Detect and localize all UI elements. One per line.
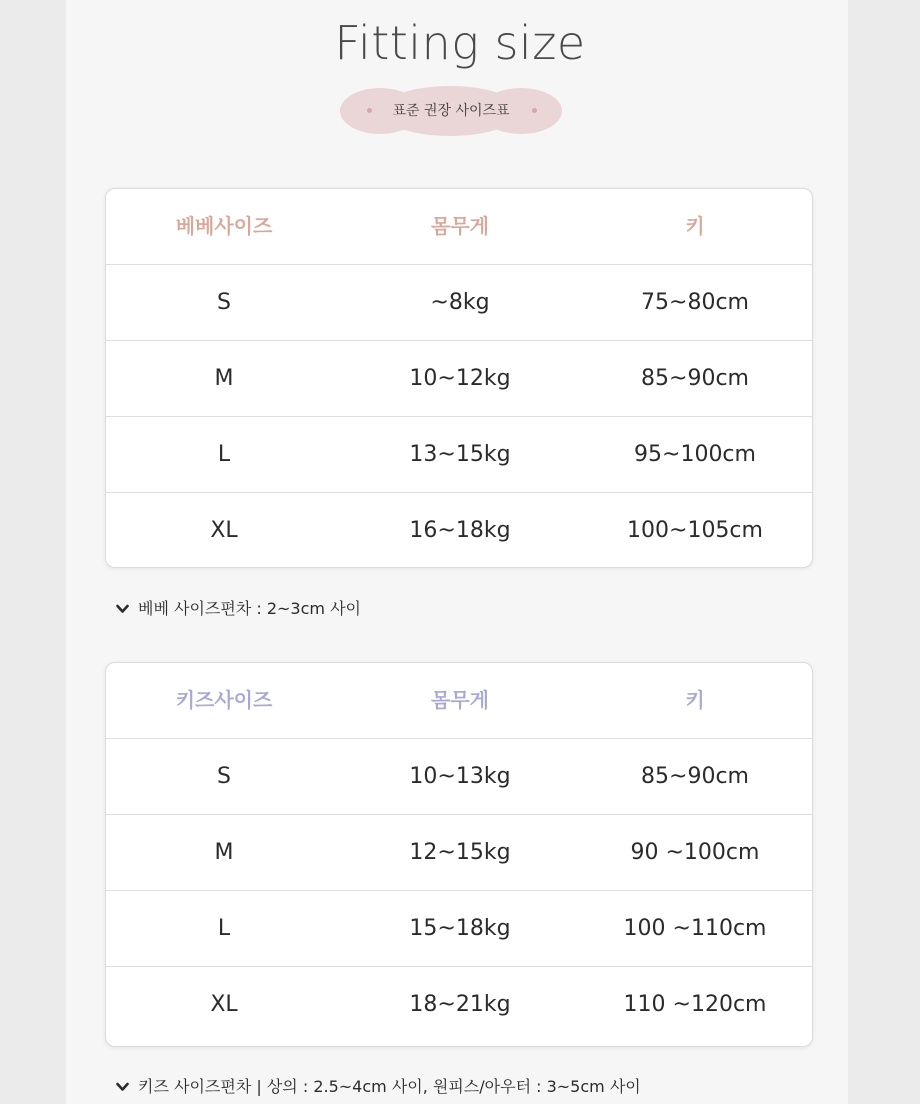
table-row (106, 891, 812, 967)
header-size: 키즈사이즈 (175, 688, 273, 712)
height-cell: 90 ~100cm (630, 840, 760, 865)
note-text: 키즈 사이즈편차 | 상의 : 2.5~4cm 사이, 원피스/아우터 : 3~5cm 사이 (138, 1077, 641, 1096)
weight-cell: 12~15kg (409, 840, 511, 865)
size-cell: XL (210, 518, 238, 543)
chevron-down-icon (116, 1081, 130, 1096)
weight-cell: 18~21kg (409, 992, 511, 1017)
height-cell: 100~105cm (627, 518, 763, 543)
table-header-row (106, 663, 812, 739)
height-cell: 75~80cm (641, 290, 749, 315)
weight-cell: 13~15kg (409, 442, 511, 467)
size-cell: M (214, 366, 234, 391)
note-text: 베베 사이즈편차 : 2~3cm 사이 (138, 599, 361, 618)
weight-cell: ~8kg (430, 290, 490, 315)
weight-cell: 10~13kg (409, 764, 511, 789)
header-size: 베베사이즈 (175, 214, 273, 238)
table-row (106, 265, 812, 341)
header-weight: 몸무게 (431, 688, 489, 712)
subtitle-text: 표준 권장 사이즈표 (392, 103, 510, 119)
header-height: 키 (685, 214, 705, 238)
table-header-row (106, 189, 812, 265)
table-row (106, 417, 812, 493)
kids-size-table (105, 662, 813, 1047)
size-cell: L (217, 442, 231, 467)
height-cell: 85~90cm (641, 366, 749, 391)
table-row (106, 967, 812, 1042)
bebe-size-table (105, 188, 813, 568)
size-cell: S (217, 764, 231, 789)
chevron-down-icon (116, 603, 130, 618)
size-cell: M (214, 840, 234, 865)
bebe-size-note (116, 596, 361, 619)
size-cell: L (217, 916, 231, 941)
header-weight: 몸무게 (431, 214, 489, 238)
size-cell: XL (210, 992, 238, 1017)
weight-cell: 15~18kg (409, 916, 511, 941)
header-height: 키 (685, 688, 705, 712)
page-title: Fitting size (334, 16, 586, 70)
size-cell: S (217, 290, 231, 315)
table-row (106, 815, 812, 891)
height-cell: 100 ~110cm (623, 916, 767, 941)
table-row (106, 341, 812, 417)
table-row (106, 493, 812, 568)
weight-cell: 16~18kg (409, 518, 511, 543)
weight-cell: 10~12kg (409, 366, 511, 391)
kids-size-note (116, 1074, 641, 1097)
height-cell: 95~100cm (634, 442, 756, 467)
height-cell: 110 ~120cm (623, 992, 767, 1017)
table-row (106, 739, 812, 815)
subtitle-badge (340, 86, 562, 136)
height-cell: 85~90cm (641, 764, 749, 789)
